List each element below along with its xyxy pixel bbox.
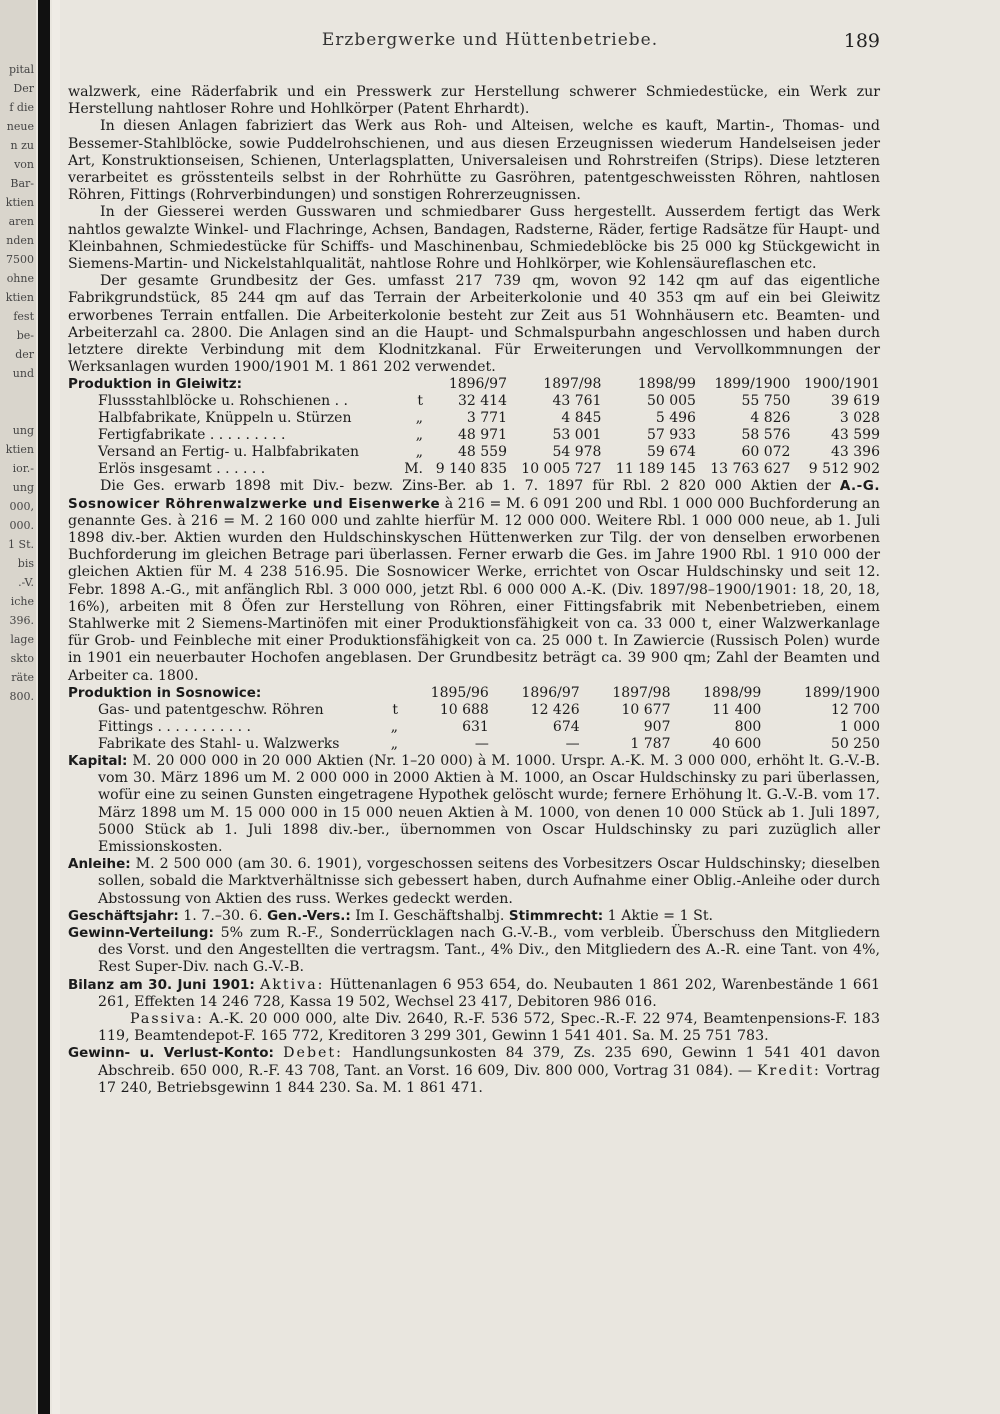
page-number: 189 (843, 30, 880, 52)
column-header: 1896/97 (521, 684, 580, 701)
table-cell: 10 677 (621, 701, 671, 718)
section-text: M. 2 500 000 (am 30. 6. 1901), vorgeschossen seitens des Vorbesitzers Oscar Huldschinsky; dieselben sollen, sobald die Marktverhältnisse sich gebessert haben, durch Aufnahme einer Oblig.-Anleihe oder durch Abstossung von Aktien des russ. Werkes gedeckt werden. (98, 856, 880, 907)
row-unit: „ (415, 444, 423, 461)
paragraph-walzwerk: walzwerk, eine Räderfabrik und ein Presswerk zur Herstellung schwerer Schmiedestücke, ein Werk zur Herstellung nahtloser Rohre und Hohlkörper (Patent Ehrhardt). (68, 84, 880, 118)
table-cell: 48 559 (457, 444, 507, 461)
acquisition-details: à 216 = M. 6 091 200 und Rbl. 1 000 000 Buchforderung an genannte Ges. à 216 = M. 2 160 000 und zahlte hierfür M. 12 000 000. Weitere Rbl. 1 000 000 neue, ab 1. Juli 1898 div.-ber. Aktien wurden den Huldschinskyschen Hüttenwerken zur Tilg. der von denselben erworbenen Buchforderung im gleichen Betrage pari überlassen. Ferner erwarb die Ges. im Jahre 1900 Rbl. 1 910 000 der gleichen Aktien für M. 4 238 516.95. Die Sosnowicer Werke, errichtet von Oscar Huldschinsky und seit 12. Febr. 1898 A.-G., mit anfänglich Rbl. 3 000 000, jetzt Rbl. 6 000 000 A.-K. (Div. 1897/98–1900/1901: 18, 20, 18, 16%), arbeiten mit 8 Öfen zur Herstellung von Röhren, einer Fittingsfabrik mit Nebenbetrieben, einem Stahlwerke mit 2 Siemens-Martinöfen mit einer Produktionsfähigkeit von ca. 33 000 t, einer Walzwerkanlage für Grob- und Feinbleche mit einer Produktionsfähigkeit von ca. 25 000 t. In Zawiercie (Russisch Polen) wurde in 1901 ein neuerbauter Hochofen angeblasen. Der Grundbesitz beträgt ca. 39 900 qm; Zahl der Beamten und Arbeiter ca. 1800. (68, 495, 880, 684)
adjacent-page-strip (0, 0, 36, 1414)
table-cell: 4 845 (561, 410, 602, 427)
row-unit: „ (390, 718, 398, 735)
section-label: Gewinn-Verteilung: (68, 924, 214, 941)
column-header: 1895/96 (430, 684, 489, 701)
row-unit: „ (415, 427, 423, 444)
table-cell: 10 688 (439, 701, 489, 718)
column-header: 1897/98 (543, 376, 602, 393)
section-text: 1. 7.–30. 6. (183, 907, 263, 924)
table-cell: 5 496 (655, 410, 696, 427)
row-label: Gas- und patentgeschw. Röhren (98, 701, 324, 718)
section-gewinn-verlust (68, 1045, 880, 1097)
page-body (68, 84, 880, 1097)
table-cell: 55 750 (741, 393, 791, 410)
row-label: Fertigfabrikate . . . . . . . . . (98, 427, 286, 444)
table-row (68, 461, 880, 478)
company-name: A.-G. Sosnowicer Röhrenwalzwerke und Eisenwerke (68, 478, 880, 512)
table-cell: 50 250 (831, 735, 880, 752)
column-header: 1898/99 (637, 376, 696, 393)
table-cell: 43 396 (831, 444, 880, 461)
table-cell: 58 576 (741, 427, 791, 444)
table-cell: 631 (462, 718, 489, 735)
table-cell: 674 (552, 718, 580, 735)
section-text: Im I. Geschäftshalbj. (355, 907, 505, 924)
column-header: 1899/1900 (714, 376, 791, 393)
table-cell: 907 (643, 718, 671, 735)
debet-label: Debet: (283, 1045, 343, 1062)
running-header: Erzbergwerke und Hüttenbetriebe. (321, 30, 659, 50)
table-cell: 3 771 (466, 410, 507, 427)
passiva-text: A.-K. 20 000 000, alte Div. 2640, R.-F. 536 572, Spec.-R.-F. 22 974, Beamtenpensions-F. 183 119, Beamtendepot-F. 165 772, Kreditoren 3 299 301, Gewinn 1 541 401. Sa. M. 25 751 783. (98, 1010, 880, 1045)
production-table-gleiwitz (68, 376, 880, 478)
row-label: Erlös insgesamt . . . . . . (98, 461, 266, 478)
table-cell: 4 826 (750, 410, 791, 427)
table-row (68, 444, 880, 461)
section-label: Stimmrecht: (508, 907, 604, 924)
adjacent-page-margin-text: pital Der f die neue n zu von Bar- ktien aren nden 7500 ohne ktien fest be- der und ung ktien ior.- ung 000, 000. 1 St. bis .-V. iche 396. lage skto räte 800. (5, 63, 34, 703)
section-anleihe (68, 856, 880, 908)
row-label: Halbfabrikate, Knüppeln u. Stürzen (98, 410, 352, 427)
table-cell: 800 (734, 718, 762, 735)
paragraph-grundbesitz: Der gesamte Grundbesitz der Ges. umfasst 217 739 qm, wovon 92 142 qm auf das eigentliche Fabrikgrundstück, 85 244 qm auf das Terrain der Arbeiterkolonie und 40 353 qm auf ein bei Gleiwitz erworbenes Terrain entfallen. Die Arbeiterkolonie besteht zur Zeit aus 51 Wohnhäusern etc. Beamten- und Arbeiterzahl ca. 2800. Die Anlagen sind an die Haupt- und Schmalspurbahn angeschlossen und haben durch letztere direkte Verbindung mit dem Klodnitzkanal. Für Erweiterungen und Vervollkommnungen der Werksanlagen wurden 1900/1901 M. 1 861 202 verwendet. (68, 273, 880, 376)
section-kapital (68, 753, 880, 856)
acquisition-intro: Die Ges. erwarb 1898 mit Div.- bezw. Zins-Ber. ab 1. 7. 1897 für Rbl. 2 820 000 Aktien der (100, 478, 831, 495)
column-header: 1896/97 (448, 376, 507, 393)
table-cell: 57 933 (646, 427, 696, 444)
table-cell: 1 787 (630, 735, 671, 752)
section-text: M. 20 000 000 in 20 000 Aktien (Nr. 1–20 000) à M. 1000. Urspr. A.-K. M. 3 000 000, erhöht lt. G.-V.-B. vom 30. März 1896 um M. 2 000 000 in 2000 Aktien à M. 1000, an Oscar Huldschinsky zu pari überlassen, wofür eine zu seinen Gunsten eingetragene Hypothek gelöscht wurde; fernere Erhöhung lt. G.-V.-B. vom 17. März 1898 um M. 15 000 000 in 15 000 neuen Aktien à M. 1000, von denen 10 000 Stück ab 1. Juli 1897, 5000 Stück ab 1. Juli 1898 div.-ber., übernommen von Oscar Huldschinsky zu pari zuzüglich aller Emissionskosten. (98, 752, 880, 855)
table-title: Produktion in Sosnowice: (68, 684, 262, 701)
table-cell: 1 000 (839, 718, 880, 735)
kredit-text: Vortrag 17 240, Betriebsgewinn 1 844 230. Sa. M. 1 861 471. (98, 1062, 880, 1096)
table-cell: 9 140 835 (435, 461, 507, 478)
column-header: 1897/98 (612, 684, 671, 701)
aktiva-label: Aktiva: (260, 976, 325, 993)
section-label: Kapital: (68, 752, 128, 769)
row-unit: M. (404, 461, 423, 478)
table-cell: 32 414 (457, 393, 507, 410)
section-label: Gen.-Vers.: (267, 907, 351, 924)
table-cell: 50 005 (646, 393, 696, 410)
table-cell: 9 512 902 (808, 461, 880, 478)
table-cell: 48 971 (457, 427, 507, 444)
table-cell: 11 400 (712, 701, 762, 718)
table-row (68, 702, 880, 719)
row-unit: „ (415, 410, 423, 427)
table-title: Produktion in Gleiwitz: (68, 376, 242, 393)
production-table-sosnowice (68, 685, 880, 753)
table-cell: 3 028 (839, 410, 880, 427)
table-cell: 43 761 (552, 393, 602, 410)
row-label: Flussstahlblöcke u. Rohschienen . . (98, 393, 348, 410)
paragraph-giesserei: In der Giesserei werden Gusswaren und schmiedbarer Guss hergestellt. Ausserdem fertigt das Werk nahtlos gewalzte Winkel- und Flachringe, Achsen, Bandagen, Radsterne, Räder, fertige Radsätze für Haupt- und Kleinbahnen, Schmiedestücke für Schiffs- und Maschinenbau, Schmiedeblöcke bis 25 000 kg Stückgewicht in Siemens-Martin- und Nickelstahlqualität, nahtlose Rohre und Hohlkörper, wie Kohlensäureflaschen etc. (68, 204, 880, 273)
table-cell: 11 189 145 (615, 461, 696, 478)
table-cell: 13 763 627 (710, 461, 791, 478)
column-header: 1900/1901 (804, 376, 880, 393)
table-cell: 12 700 (831, 701, 880, 718)
section-label: Geschäftsjahr: (68, 907, 179, 924)
aktiva-text: Hüttenanlagen 6 953 654, do. Neubauten 1 861 202, Warenbestände 1 661 261, Effekten 14 246 728, Kassa 19 502, Wechsel 23 417, Debitoren 986 016. (98, 976, 881, 1010)
row-label: Fittings . . . . . . . . . . . (98, 718, 251, 735)
table-header-row (68, 376, 880, 393)
table-cell: — (474, 735, 489, 752)
paragraph-sosnowice-acquisition (68, 478, 880, 684)
row-unit: t (392, 701, 398, 718)
passiva-label: Passiva: (130, 1010, 204, 1027)
table-row (68, 736, 880, 753)
table-cell: 54 978 (552, 444, 602, 461)
row-label: Fabrikate des Stahl- u. Walzwerks (98, 735, 340, 752)
table-row (68, 719, 880, 736)
table-row (68, 427, 880, 444)
table-row (68, 410, 880, 427)
paragraph-fabrication: In diesen Anlagen fabriziert das Werk aus Roh- und Alteisen, welche es kauft, Martin-, Thomas- und Bessemer-Stahlblöcke, sowie Puddelrohschienen, und aus diesen Erzeugnissen wiederum Handelseisen jeder Art, Konstruktionseisen, Schienen, Unterlagsplatten, Universaleisen und Rohrstreifen (Strips). Diese letzteren verarbeitet es grösstenteils selbst in der Rohrhütte zu Gasröhren, patentgeschweissten Röhren, nahtlosen Röhren, Fittings (Rohrverbindungen) und sonstigen Rohrerzeugnissen. (68, 118, 880, 204)
row-label: Versand an Fertig- u. Halbfabrikaten (98, 444, 360, 461)
table-cell: 43 599 (831, 427, 880, 444)
table-cell: 39 619 (831, 393, 880, 410)
section-text: 1 Aktie = 1 St. (607, 907, 714, 924)
section-gewinnverteilung (68, 925, 880, 977)
table-cell: 40 600 (712, 735, 762, 752)
row-unit: „ (390, 735, 398, 752)
book-gutter-shadow (38, 0, 50, 1414)
column-header: 1899/1900 (804, 684, 880, 701)
section-geschaeftsjahr (68, 908, 880, 925)
table-cell: 10 005 727 (521, 461, 602, 478)
debet-text: Handlungsunkosten 84 379, Zs. 235 690, Gewinn 1 541 401 davon Abschreib. 650 000, R.-F. 43 708, Tant. an Vorst. 16 609, Div. 800 000, Vortrag 31 084). — (98, 1045, 881, 1079)
section-label: Bilanz am 30. Juni 1901: (68, 976, 255, 993)
section-bilanz (68, 977, 880, 1046)
table-cell: 60 072 (741, 444, 791, 461)
gutter-highlight (52, 0, 60, 1414)
table-cell: 12 426 (530, 701, 580, 718)
table-cell: — (565, 735, 580, 752)
section-label: Gewinn- u. Verlust-Konto: (68, 1045, 274, 1062)
column-header: 1898/99 (703, 684, 762, 701)
table-header-row (68, 685, 880, 702)
table-cell: 59 674 (646, 444, 696, 461)
section-label: Anleihe: (68, 856, 131, 873)
row-unit: t (417, 393, 423, 410)
kredit-label: Kredit: (756, 1062, 821, 1079)
section-text: 5% zum R.-F., Sonderrücklagen nach G.-V.-B., vom verbleib. Überschuss den Mitgliedern des Vorst. und den Angestellten die vertragsm. Tant., 4% Div., den Mitgliedern des A.-R. eine Tant. von 4%, Rest Super-Div. nach G.-V.-B. (98, 924, 880, 976)
table-cell: 53 001 (552, 427, 602, 444)
table-row (68, 393, 880, 410)
